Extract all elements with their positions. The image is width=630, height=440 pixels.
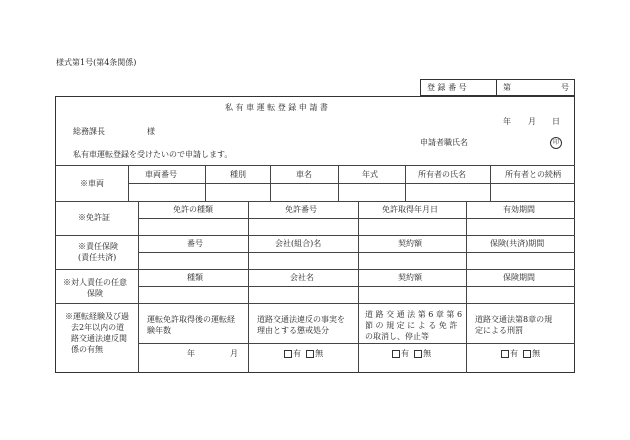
statement: 私有車運転登録を受けたいので申請します。: [73, 150, 233, 159]
license-label: ※免許証: [78, 213, 110, 222]
history-label: ※運転経験及び過 去2年以内の道 路交通法違反関 係の有無: [65, 312, 129, 354]
addressee: 総務課長: [73, 127, 105, 136]
history-col-experience: 運転免許取得後の運転経 験年数: [147, 315, 235, 335]
discipline-no-checkbox[interactable]: [306, 350, 314, 358]
vehicle-label: ※車両: [80, 179, 104, 188]
voluntary-col-type: 種類: [187, 273, 203, 282]
liability-col-amount: 契約額: [398, 239, 422, 248]
license-action-no-checkbox[interactable]: [414, 350, 422, 358]
license-col-validity: 有効期間: [503, 205, 535, 214]
experience-months-label: 月: [230, 349, 238, 358]
form-number: 様式第1号(第4条関係): [56, 58, 137, 67]
voluntary-col-period: 保険期間: [503, 273, 535, 282]
registration-number-label: 登 録 番 号: [427, 83, 467, 92]
liability-col-period: 保険(共済)期間: [490, 239, 545, 248]
seal-mark: 印: [550, 137, 562, 149]
voluntary-label: ※対人責任の任意 保険: [63, 278, 127, 298]
voluntary-col-amount: 契約額: [398, 273, 422, 282]
vehicle-col-relationship: 所有者との続柄: [505, 170, 561, 179]
vehicle-col-make: 車名: [296, 170, 312, 179]
license-col-date: 免許取得年月日: [382, 205, 438, 214]
discipline-yes-checkbox[interactable]: [284, 350, 292, 358]
date-year: 年: [503, 117, 511, 126]
liability-col-company: 会社(組合)名: [275, 239, 322, 248]
experience-years-label: 年: [187, 349, 195, 358]
penalty-yes-checkbox[interactable]: [501, 350, 509, 358]
date-month: 月: [528, 117, 536, 126]
honorific: 様: [147, 127, 155, 136]
registration-no-prefix: 第: [503, 83, 511, 92]
date-day: 日: [552, 117, 560, 126]
penalty-no-checkbox[interactable]: [523, 350, 531, 358]
form-title: 私 有 車 運 転 登 録 申 請 書: [225, 103, 328, 112]
license-action-yes-checkbox[interactable]: [392, 350, 400, 358]
discipline-choice: 有 無: [284, 350, 323, 358]
penalty-choice: 有 無: [501, 350, 540, 358]
history-col-license-action: 道 路 交 通 法 第 6 章 第 6 節 の 規 定 に よ る 免 許 の取消し、停止等: [365, 310, 463, 341]
registration-no-suffix: 号: [561, 83, 569, 92]
voluntary-col-company: 会社名: [290, 273, 314, 282]
vehicle-col-type: 種別: [230, 170, 246, 179]
history-col-penalty: 道路交通法第8章の規 定による刑罰: [475, 315, 553, 335]
license-action-choice: 有 無: [392, 350, 431, 358]
license-col-type: 免許の種類: [173, 205, 213, 214]
history-col-discipline: 道路交通法違反の事実を 理由とする懲戒処分: [257, 315, 345, 335]
license-col-number: 免許番号: [285, 205, 317, 214]
vehicle-col-year: 年式: [362, 170, 378, 179]
liability-label: ※責任保険 (責任共済): [78, 242, 118, 262]
liability-col-number: 番号: [187, 239, 203, 248]
applicant-label: 申請者職氏名: [420, 138, 468, 147]
vehicle-col-number: 車両番号: [145, 170, 177, 179]
vehicle-col-owner: 所有者の氏名: [418, 170, 466, 179]
